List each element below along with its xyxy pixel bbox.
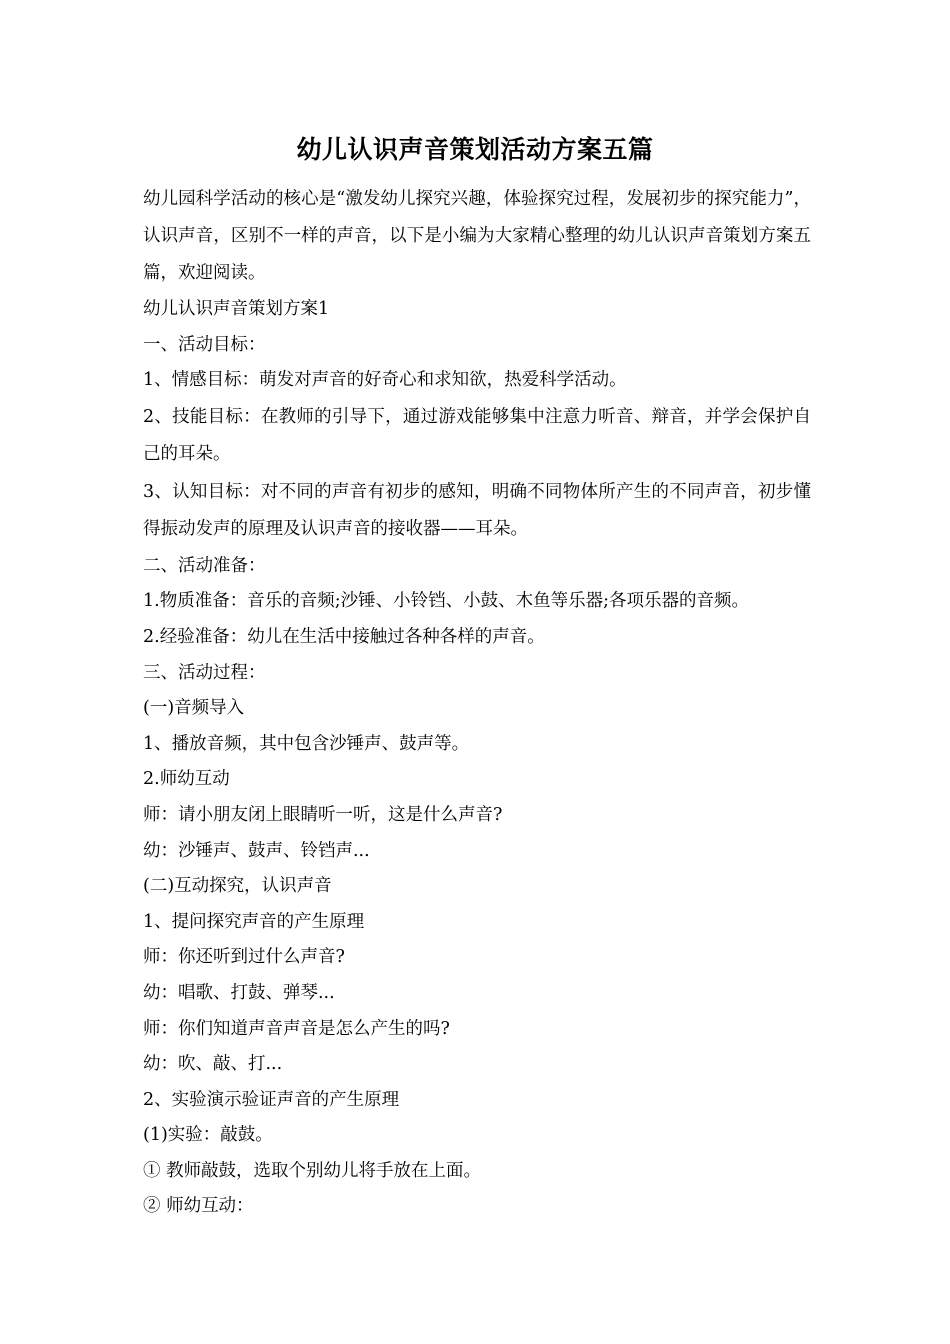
dialogue-line: 师：你们知道声音声音是怎么产生的吗?	[143, 1018, 450, 1039]
process-line: 1、提问探究声音的产生原理	[143, 911, 365, 932]
process-line: 1、播放音频，其中包含沙锤声、鼓声等。	[143, 733, 470, 754]
dialogue-line: 幼：唱歌、打鼓、弹琴...	[143, 982, 335, 1003]
prep-experience: 2.经验准备：幼儿在生活中接触过各种各样的声音。	[143, 626, 545, 647]
document-body	[143, 181, 811, 1225]
process-line: 2、实验演示验证声音的产生原理	[143, 1089, 400, 1110]
process-step-explore: (二)互动探究，认识声音	[143, 876, 332, 897]
dialogue-line: 师：请小朋友闭上眼睛听一听，这是什么声音?	[143, 804, 503, 825]
prep-materials: 1.物质准备：音乐的音频;沙锤、小铃铛、小鼓、木鱼等乐器;各项乐器的音频。	[143, 591, 749, 612]
experiment-line: (1)实验：敲鼓。	[143, 1125, 273, 1146]
dialogue-line: 幼：吹、敲、打...	[143, 1054, 283, 1075]
heading-activity-goals: 一、活动目标：	[143, 334, 266, 355]
experiment-step: ② 师幼互动：	[143, 1196, 254, 1217]
dialogue-line: 师：你还听到过什么声音?	[143, 947, 345, 968]
intro-paragraph: 幼儿园科学活动的核心是“激发幼儿探究兴趣，体验探究过程，发展初步的探究能力”，认识声音，区别不一样的声音，以下是小编为大家精心整理的幼儿认识声音策划方案五篇，欢迎阅读。	[143, 189, 811, 283]
dialogue-line: 幼：沙锤声、鼓声、铃铛声...	[143, 840, 370, 861]
process-step-audio-intro: (一)音频导入	[143, 698, 245, 719]
experiment-step: ① 教师敲鼓，选取个别幼儿将手放在上面。	[143, 1160, 482, 1181]
goal-emotion: 1、情感目标：萌发对声音的好奇心和求知欲，热爱科学活动。	[143, 370, 627, 391]
goal-skill: 2、技能目标：在教师的引导下，通过游戏能够集中注意力听音、辩音，并学会保护自己的耳朵。	[143, 406, 811, 465]
process-line: 2.师幼互动	[143, 769, 230, 790]
heading-activity-process: 三、活动过程：	[143, 662, 266, 683]
section-heading-plan-1: 幼儿认识声音策划方案1	[143, 299, 330, 319]
document-title: 幼儿认识声音策划活动方案五篇	[296, 135, 654, 164]
heading-activity-prep: 二、活动准备：	[143, 555, 266, 576]
goal-cognition: 3、认知目标：对不同的声音有初步的感知，明确不同物体所产生的不同声音，初步懂得振动发声的原理及认识声音的接收器——耳朵。	[143, 481, 811, 540]
